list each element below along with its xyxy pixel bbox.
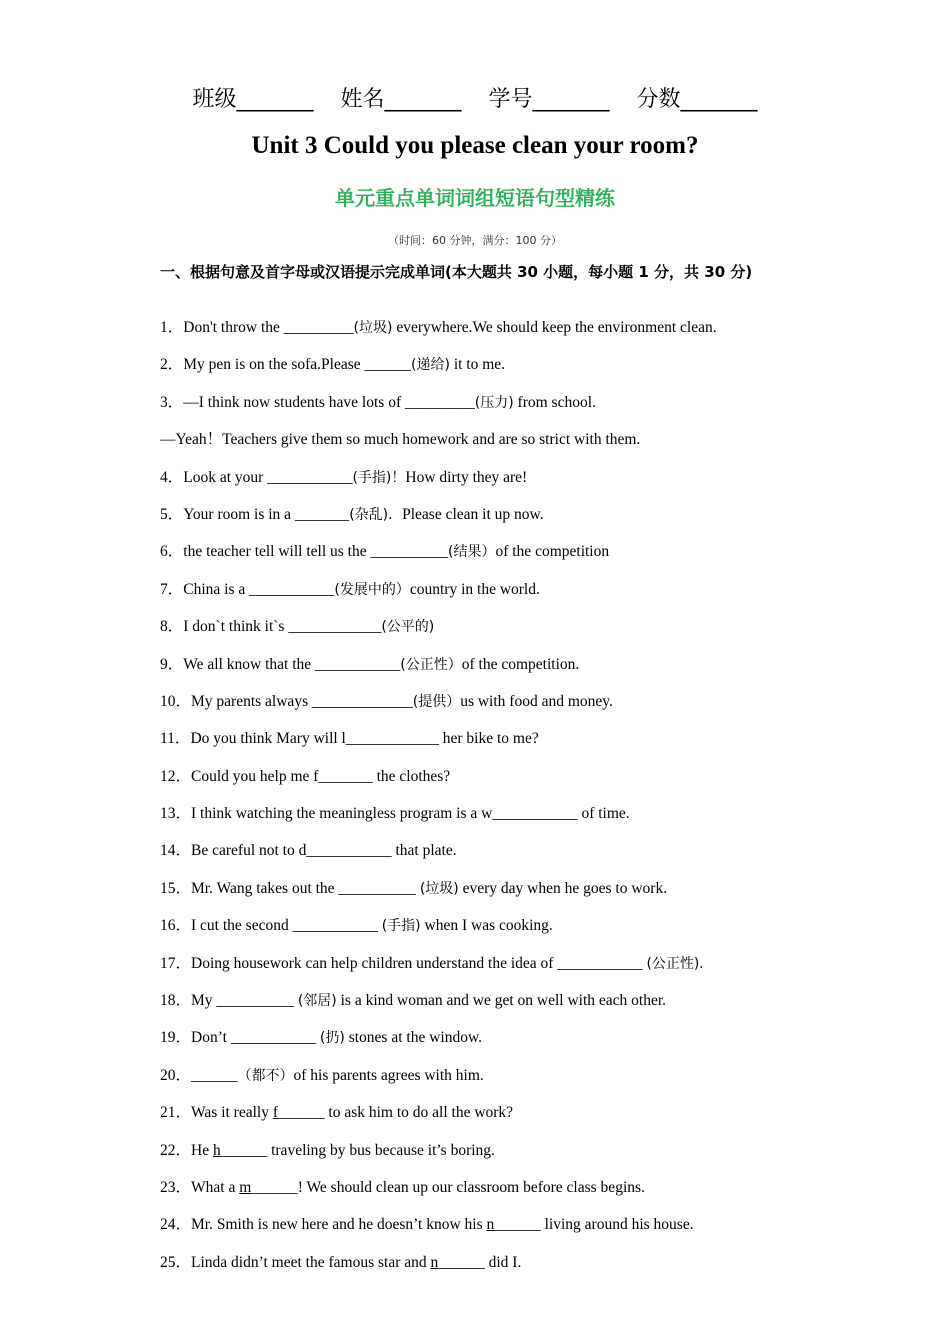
chinese-hint: （都不） xyxy=(237,1067,294,1084)
question-text-end: of the competition xyxy=(495,543,610,561)
question-number: 6． xyxy=(160,543,184,561)
question-number: 23． xyxy=(160,1178,192,1196)
question-text: —Yeah！Teachers give them so much homework and are so strict with them. xyxy=(160,431,641,449)
question-item xyxy=(160,989,800,1026)
question-text: Was it really xyxy=(191,1104,273,1122)
page-title: Unit 3 Could you please clean your room? xyxy=(251,132,699,159)
question-text-end: of his parents agrees with him. xyxy=(293,1066,484,1084)
question-text-end: everywhere.We should keep the environment clean. xyxy=(392,319,717,336)
question-number: 8． xyxy=(160,618,184,636)
student-info-line xyxy=(0,82,950,113)
question-text: I think watching the meaningless program is a w___________ of time. xyxy=(191,805,630,823)
question-text: Linda didn’t meet the famous star and xyxy=(191,1253,431,1271)
question-text: Mr. Wang takes out the __________ xyxy=(191,879,420,897)
question-item xyxy=(160,391,800,428)
question-number: 3． xyxy=(160,393,184,411)
question-item xyxy=(160,952,800,989)
question-text: What a xyxy=(191,1178,240,1196)
question-text-end: when I was cooking. xyxy=(420,917,553,935)
question-text-end: of the competition. xyxy=(461,655,580,673)
chinese-hint: (扔) xyxy=(319,1030,345,1047)
question-number: 14． xyxy=(160,842,192,860)
question-number: 17． xyxy=(160,954,192,972)
question-number: 2． xyxy=(160,356,184,374)
question-item xyxy=(160,578,800,615)
question-number: 11． xyxy=(160,730,191,748)
chinese-hint: (杂乱)． xyxy=(349,506,403,523)
question-text-end: . xyxy=(699,954,704,972)
chinese-hint: (垃圾) xyxy=(419,880,459,897)
question-text: the teacher tell will tell us the __________ xyxy=(183,543,448,561)
question-text: Your room is in a _______ xyxy=(183,505,350,523)
question-item xyxy=(160,540,800,577)
question-text-end: Please clean it up now. xyxy=(402,505,544,523)
question-item xyxy=(160,877,800,914)
question-text-end: us with food and money. xyxy=(460,692,613,710)
question-text: Be careful not to d___________ that plate. xyxy=(191,842,457,860)
initial-letter: m xyxy=(239,1178,252,1196)
question-text: He xyxy=(191,1141,213,1159)
question-item xyxy=(160,1064,800,1101)
chinese-hint: (公正性) xyxy=(646,955,700,972)
question-number: 22． xyxy=(160,1141,192,1159)
question-number: 4． xyxy=(160,468,184,486)
question-item xyxy=(160,615,800,652)
question-text: I don`t think it`s ____________ xyxy=(183,618,382,636)
question-item xyxy=(160,316,800,353)
question-number: 7． xyxy=(160,580,184,598)
question-text-end: How dirty they are! xyxy=(405,468,528,486)
chinese-hint: (公正性） xyxy=(400,656,462,673)
question-text-end: every day when he goes to work. xyxy=(458,879,668,897)
question-text: My __________ xyxy=(191,992,298,1010)
question-text: —I think now students have lots of _________ xyxy=(183,393,475,411)
page-subtitle: 单元重点单词词组短语句型精练 xyxy=(335,186,615,210)
question-text-end: stones at the window. xyxy=(344,1029,483,1047)
question-item xyxy=(160,802,800,839)
question-number: 12． xyxy=(160,767,192,785)
question-number: 21． xyxy=(160,1104,192,1122)
score-field: 分数_______ xyxy=(636,87,758,112)
question-item xyxy=(160,690,800,727)
question-number: 20． xyxy=(160,1066,192,1084)
question-item xyxy=(160,727,800,764)
initial-letter: h xyxy=(212,1141,221,1159)
question-item xyxy=(160,765,800,802)
question-text-end: ______! We should clean up our classroom before class begins. xyxy=(251,1178,645,1196)
question-number: 5． xyxy=(160,505,184,523)
question-item xyxy=(160,1213,800,1250)
question-text: Look at your ___________ xyxy=(183,468,353,486)
question-text-end: ______ to ask him to do all the work? xyxy=(278,1104,514,1122)
question-text: I cut the second ___________ xyxy=(191,917,382,935)
question-text: My parents always _____________ xyxy=(191,692,413,710)
question-text: Doing housework can help children understand the idea of ___________ xyxy=(191,954,647,972)
question-text-end: ______ did I. xyxy=(438,1253,522,1271)
question-item xyxy=(160,1176,800,1213)
question-text-end: is a kind woman and we get on well with each other. xyxy=(336,992,667,1010)
question-text: Could you help me f_______ the clothes? xyxy=(191,767,451,785)
question-number: 13． xyxy=(160,805,192,823)
question-item xyxy=(160,353,800,390)
student-id-field: 学号_______ xyxy=(488,87,610,112)
question-number: 9． xyxy=(160,655,184,673)
question-number: 1． xyxy=(160,319,184,336)
question-number: 19． xyxy=(160,1029,192,1047)
question-text-end: ______ living around his house. xyxy=(494,1216,694,1234)
question-text: Do you think Mary will l____________ her bike to me? xyxy=(190,730,539,748)
initial-letter: n xyxy=(486,1216,495,1234)
question-item xyxy=(160,1139,800,1176)
question-text-end: it to me. xyxy=(449,356,506,374)
question-item xyxy=(160,653,800,690)
initial-letter: f xyxy=(272,1104,279,1122)
question-number: 24． xyxy=(160,1216,192,1234)
question-text: ______ xyxy=(191,1066,238,1084)
section-title: 一、根据句意及首字母或汉语提示完成单词(本大题共 30 小题，每小题 1 分，共 30 分) xyxy=(160,263,753,281)
chinese-hint: (递给) xyxy=(411,357,450,374)
question-item xyxy=(160,1026,800,1063)
question-item xyxy=(160,839,800,876)
question-number: 25． xyxy=(160,1253,192,1271)
chinese-hint: (手指) xyxy=(381,918,421,935)
chinese-hint: (压力) xyxy=(474,394,514,411)
chinese-hint: (邻居) xyxy=(297,993,337,1010)
question-text: We all know that the ___________ xyxy=(183,655,401,673)
question-number: 15． xyxy=(160,879,192,897)
question-item xyxy=(160,503,800,540)
chinese-hint: (发展中的） xyxy=(334,581,410,598)
question-item xyxy=(160,1251,800,1288)
chinese-hint: (垃圾) xyxy=(353,320,393,336)
question-number: 10． xyxy=(160,692,192,710)
question-text: Don't throw the _________ xyxy=(183,319,354,336)
class-field: 班级_______ xyxy=(192,87,314,112)
question-text-end: country in the world. xyxy=(409,580,540,598)
question-list xyxy=(160,316,800,1288)
chinese-hint: (公平的) xyxy=(381,619,435,636)
chinese-hint: (手指)！ xyxy=(352,469,406,486)
question-item xyxy=(160,914,800,951)
question-number: 18． xyxy=(160,992,192,1010)
question-text: My pen is on the sofa.Please ______ xyxy=(183,356,411,374)
chinese-hint: (结果） xyxy=(448,544,496,561)
question-text: Don’t ___________ xyxy=(191,1029,320,1047)
question-text: China is a ___________ xyxy=(183,580,335,598)
chinese-hint: (提供） xyxy=(412,693,461,710)
question-text-end: from school. xyxy=(513,393,596,411)
question-text-end: ______ traveling by bus because it’s boring. xyxy=(220,1141,495,1159)
name-field: 姓名_______ xyxy=(340,87,462,112)
question-text: Mr. Smith is new here and he doesn’t know his xyxy=(191,1216,487,1234)
question-item xyxy=(160,428,800,465)
question-item xyxy=(160,466,800,503)
initial-letter: n xyxy=(430,1253,439,1271)
time-note: （时间：60 分钟，满分：100 分） xyxy=(388,234,562,247)
question-item xyxy=(160,1101,800,1138)
question-number: 16． xyxy=(160,917,192,935)
